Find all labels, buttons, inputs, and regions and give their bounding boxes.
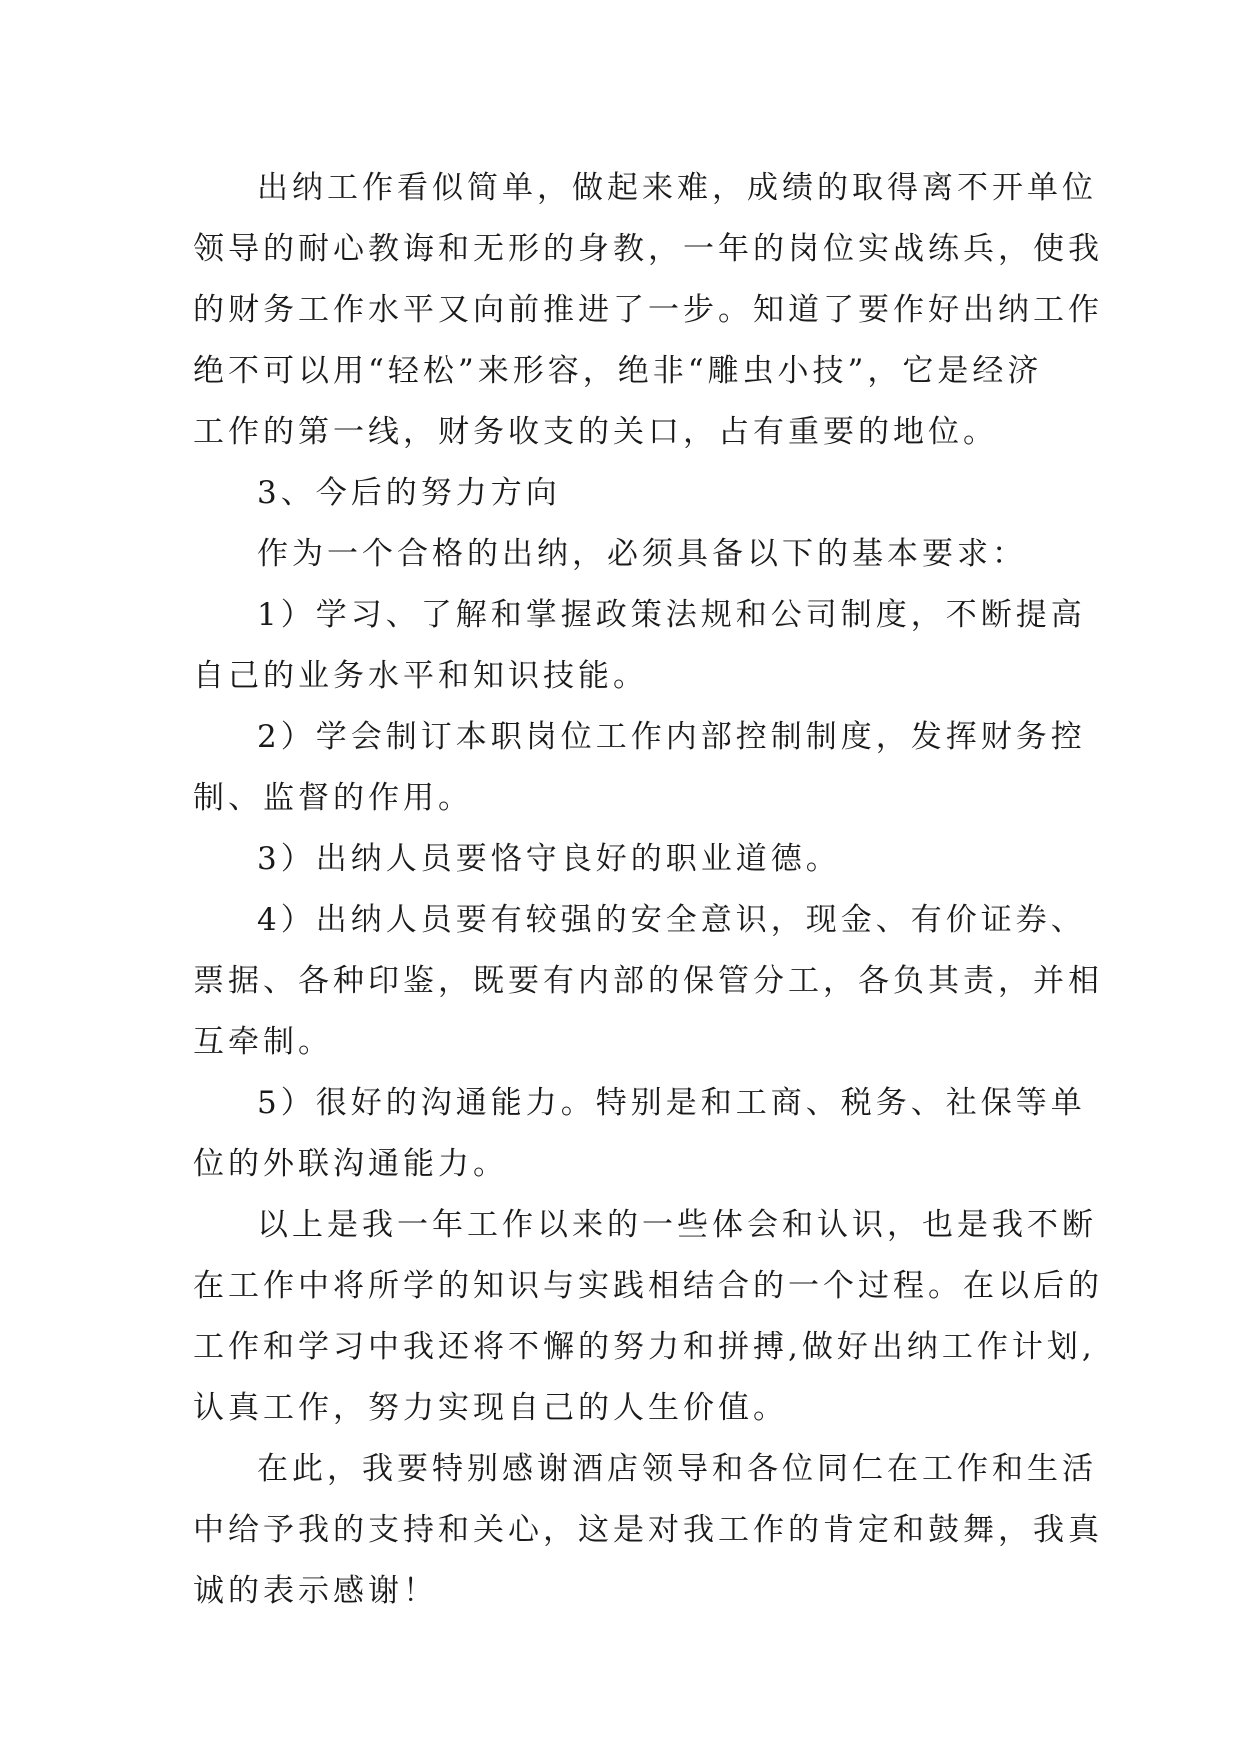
text-line: 诚的表示感谢！ [193,1573,438,1609]
text-line: 3、今后的努力方向 [257,475,561,511]
text-line: 工作和学习中我还将不懈的努力和拼搏,做好出纳工作计划, [193,1329,1096,1365]
text-line: 5）很好的沟通能力。特别是和工商、税务、社保等单 [257,1085,1086,1121]
paragraph [193,158,1103,463]
text-line: 认真工作，努力实现自己的人生价值。 [193,1390,788,1426]
text-line: 绝不可以用“轻松”来形容，绝非“雕虫小技”，它是经济 [193,353,1043,389]
text-line: 票据、各种印鉴，既要有内部的保管分工，各负其责，并相 [193,963,1103,999]
paragraph [193,707,1086,829]
text-line: 出纳工作看似简单，做起来难，成绩的取得离不开单位 [257,170,1097,206]
text-line: 制、监督的作用。 [193,780,473,816]
text-line: 自己的业务水平和知识技能。 [193,658,648,694]
paragraph [193,463,1055,524]
paragraph [193,1195,1103,1439]
paragraph [193,829,1055,890]
text-line: 3）出纳人员要恪守良好的职业道德。 [257,841,841,877]
paragraph [193,524,1055,585]
paragraph [193,890,1103,1073]
paragraph [193,585,1086,707]
text-line: 中给予我的支持和关心，这是对我工作的肯定和鼓舞，我真 [193,1512,1103,1548]
text-line: 以上是我一年工作以来的一些体会和认识，也是我不断 [257,1207,1097,1243]
text-line: 工作的第一线，财务收支的关口，占有重要的地位。 [193,414,998,450]
text-line: 4）出纳人员要有较强的安全意识，现金、有价证券、 [257,902,1086,938]
document-body [193,158,1103,1622]
text-line: 互牵制。 [193,1024,333,1060]
text-line: 在此，我要特别感谢酒店领导和各位同仁在工作和生活 [257,1451,1097,1487]
text-line: 领导的耐心教诲和无形的身教，一年的岗位实战练兵，使我 [193,231,1103,267]
text-line: 在工作中将所学的知识与实践相结合的一个过程。在以后的 [193,1268,1103,1304]
paragraph [193,1439,1103,1622]
text-line: 位的外联沟通能力。 [193,1146,508,1182]
text-line: 2）学会制订本职岗位工作内部控制制度，发挥财务控 [257,719,1086,755]
text-line: 作为一个合格的出纳，必须具备以下的基本要求： [257,536,1027,572]
paragraph [193,1073,1086,1195]
text-line: 1）学习、了解和掌握政策法规和公司制度，不断提高 [257,597,1086,633]
text-line: 的财务工作水平又向前推进了一步。知道了要作好出纳工作 [193,292,1103,328]
